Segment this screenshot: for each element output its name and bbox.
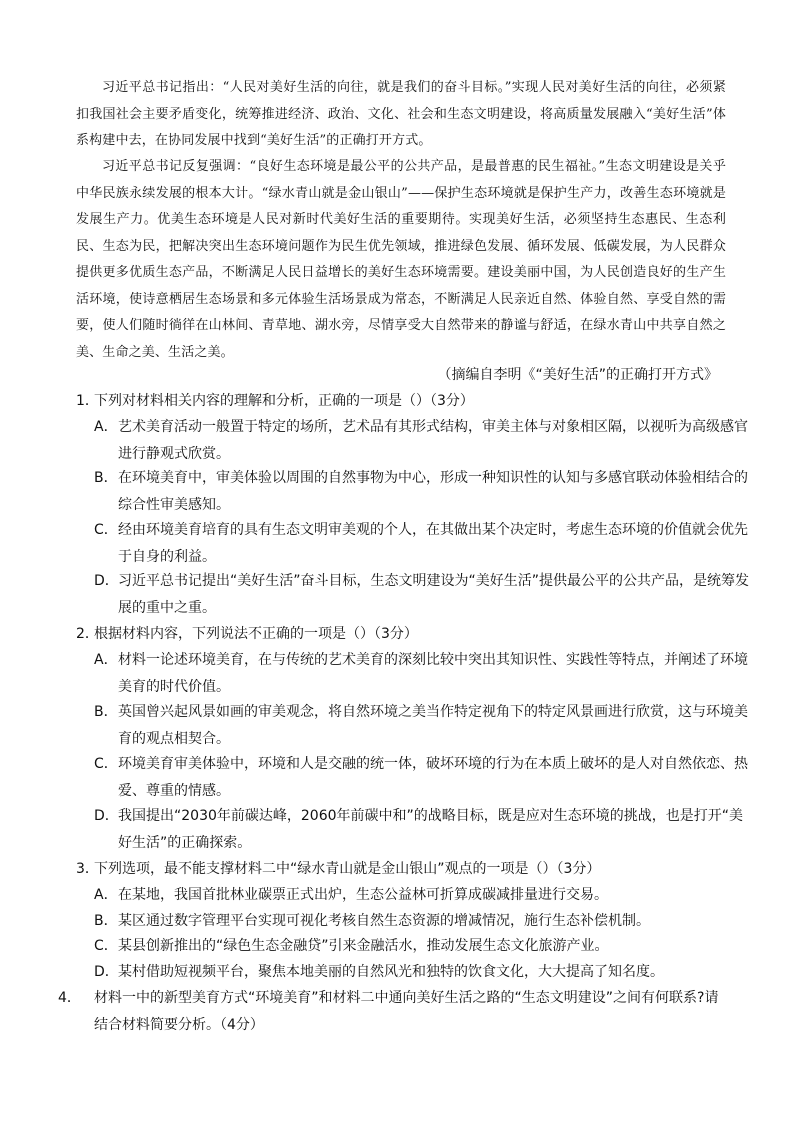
question-number: 1． — [76, 393, 99, 409]
option-text: 英国曾兴起风景如画的审美观念，将自然环境之美当作特定视角下的特定风景画进行欣赏，这与环境美育的观点相契合。 — [118, 704, 748, 747]
question-3-option-d[interactable] — [94, 959, 750, 986]
question-3-stem — [76, 856, 726, 883]
option-letter: B． — [94, 470, 118, 486]
question-3-option-b[interactable] — [94, 908, 750, 935]
question-2-option-a[interactable] — [94, 647, 750, 701]
option-letter: C． — [94, 938, 118, 954]
question-2-stem — [76, 621, 726, 648]
option-letter: A． — [94, 887, 118, 903]
option-letter: A． — [94, 652, 118, 668]
question-text: 下列对材料相关内容的理解和分析，正确的一项是（）（3分） — [94, 393, 474, 409]
question-text: 下列选项，最不能支撑材料二中“绿水青山就是金山银山”观点的一项是（）（3分） — [94, 861, 601, 877]
question-number: 2． — [76, 626, 99, 642]
passage-paragraph-1: 习近平总书记指出：“人民对美好生活的向往，就是我们的奋斗目标。”实现人民对美好生活的向往，必须紧扣我国社会主要矛盾变化，统筹推进经济、政治、文化、社会和生态文明建设，将高质量发展融入“美好生活”体系构建中去，在协同发展中找到“美好生活”的正确打开方式。 — [76, 80, 726, 148]
option-text: 某区通过数字管理平台实现可视化考核自然生态资源的增减情况，施行生态补偿机制。 — [118, 913, 650, 929]
question-1-option-c[interactable] — [94, 517, 750, 571]
option-text: 某县创新推出的“绿色生态金融贷”引来金融活水，推动发展生态文化旅游产业。 — [118, 938, 609, 954]
option-letter: C． — [94, 756, 118, 772]
question-number: 4． — [58, 990, 81, 1006]
question-text: 材料一中的新型美育方式“环境美育”和材料二中通向美好生活之路的“生态文明建设”之间有何联系?请结合材料简要分析。（4分） — [94, 990, 719, 1033]
option-letter: D． — [94, 808, 119, 824]
option-letter: D． — [94, 964, 119, 980]
option-text: 艺术美育活动一般置于特定的场所，艺术品有其形式结构，审美主体与对象相区隔，以视听为高级感官进行静观式欣赏。 — [118, 419, 748, 462]
question-2-option-b[interactable] — [94, 699, 750, 753]
question-3-option-a[interactable] — [94, 882, 750, 909]
option-text: 习近平总书记提出“美好生活”奋斗目标，生态文明建设为“美好生活”提供最公平的公共产品，是统筹发展的重中之重。 — [118, 573, 750, 616]
question-4-stem — [58, 985, 726, 1039]
question-3-option-c[interactable] — [94, 933, 750, 960]
option-letter: A． — [94, 419, 118, 435]
question-1-option-d[interactable] — [94, 568, 750, 622]
question-text: 根据材料内容，下列说法不正确的一项是（）（3分） — [94, 626, 418, 642]
option-text: 我国提出“2030年前碳达峰，2060年前碳中和”的战略目标，既是应对生态环境的挑战，也是打开“美好生活”的正确探索。 — [118, 808, 744, 851]
question-1-option-a[interactable] — [94, 414, 750, 468]
option-text: 环境美育审美体验中，环境和人是交融的统一体，破坏环境的行为在本质上破坏的是人对自然依恋、热爱、尊重的情感。 — [118, 756, 748, 799]
question-2-option-d[interactable] — [94, 803, 750, 857]
question-number: 3． — [76, 861, 99, 877]
option-text: 某村借助短视频平台，聚焦本地美丽的自然风光和独特的饮食文化，大大提高了知名度。 — [118, 964, 664, 980]
question-1-option-b[interactable] — [94, 465, 750, 519]
option-text: 材料一论述环境美育，在与传统的艺术美育的深刻比较中突出其知识性、实践性等特点，并阐述了环境美育的时代价值。 — [118, 652, 748, 695]
passage-paragraph-2: 习近平总书记反复强调：“良好生态环境是最公平的公共产品，是最普惠的民生福祉。”生态文明建设是关乎中华民族永续发展的根本大计。“绿水青山就是金山银山”——保护生态环境就是保护生产力，改善生态环境就是发展生产力。优美生态环境是人民对新时代美好生活的重要期待。实现美好生活，必须坚持生态惠民、生态利民、生态为民，把解决突出生态环境问题作为民生优先领域，推进绿色发展、循环发展、低碳发展，为人民群众提供更多优质生态产品，不断满足人民日益增长的美好生态环境需要。建设美丽中国，为人民创造良好的生产生活环境，使诗意栖居生态场景和多元体验生活场景成为常态，不断满足人民亲近自然、体验自然、享受自然的需要，使人们随时徜徉在山林间、青草地、湖水旁，尽情享受大自然带来的静谧与舒适，在绿水青山中共享自然之美、生命之美、生活之美。 — [76, 159, 726, 360]
option-letter: C． — [94, 522, 118, 538]
option-letter: D． — [94, 573, 119, 589]
option-letter: B． — [94, 913, 118, 929]
option-letter: B． — [94, 704, 118, 720]
question-2-option-c[interactable] — [94, 751, 750, 805]
question-1-stem — [76, 388, 726, 415]
option-text: 在某地，我国首批林业碳票正式出炉，生态公益林可折算成碳减排量进行交易。 — [118, 887, 608, 903]
option-text: 经由环境美育培育的具有生态文明审美观的个人，在其做出某个决定时，考虑生态环境的价值就会优先于自身的利益。 — [118, 522, 748, 565]
option-text: 在环境美育中，审美体验以周围的自然事物为中心，形成一种知识性的认知与多感官联动体验相结合的综合性审美感知。 — [118, 470, 748, 513]
passage-source: （摘编自李明《“美好生活”的正确打开方式》 — [437, 367, 718, 383]
